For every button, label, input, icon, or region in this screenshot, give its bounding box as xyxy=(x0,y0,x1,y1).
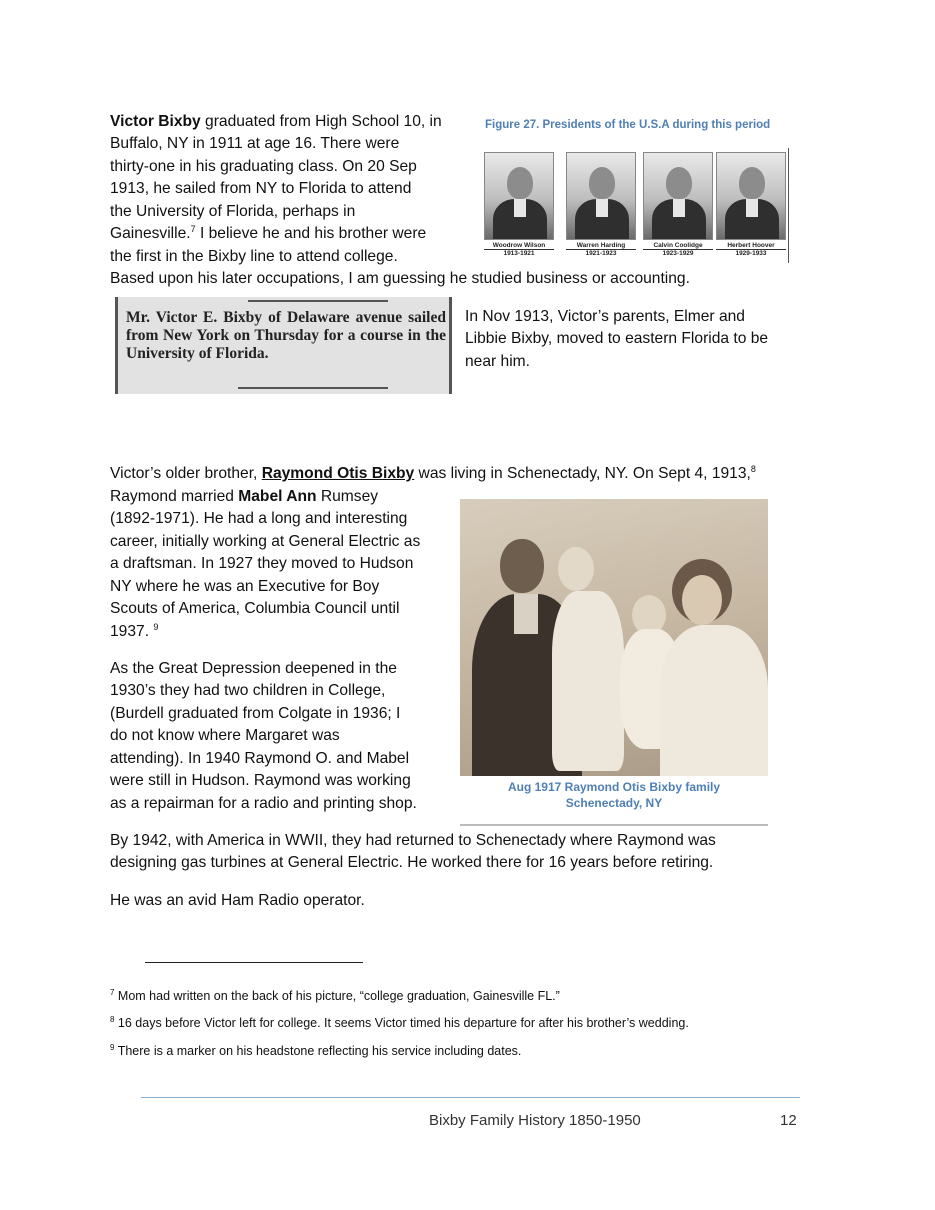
para1-line5: the University of Florida, perhaps in xyxy=(110,203,356,220)
para1-line8: Based upon his later occupations, I am guessing he studied business or accounting. xyxy=(110,270,690,287)
person-name-victor: Victor Bixby xyxy=(110,113,201,130)
president-portrait xyxy=(566,152,636,240)
clipping-text: Mr. Victor E. Bixby of Delaware avenue sailed from New York on Thursday for a course in the University of Florida. xyxy=(126,309,446,362)
footnote-separator xyxy=(145,962,363,963)
president-years: 1921-1923 xyxy=(566,249,636,257)
footnote-number: 7 xyxy=(110,988,115,997)
footnote-ref-8[interactable]: 8 xyxy=(750,464,756,474)
para5-line1: By 1942, with America in WWII, they had returned to Schenectady where Raymond was xyxy=(110,832,716,849)
para1-line7: the first in the Bixby line to attend college. xyxy=(110,248,398,265)
para3-line3: (1892-1971). He had a long and interesting xyxy=(110,510,408,527)
para3-line1 xyxy=(110,463,756,485)
footnote-ref-7[interactable]: 7 xyxy=(190,224,196,234)
president-card xyxy=(484,152,554,262)
text: 1937. xyxy=(110,623,154,640)
president-years: 1929-1933 xyxy=(716,249,786,257)
para2-line1: In Nov 1913, Victor’s parents, Elmer and xyxy=(465,308,745,325)
figure-border xyxy=(788,148,789,263)
divider xyxy=(248,300,388,302)
divider xyxy=(238,387,388,389)
text: was living in Schenectady, NY. On Sept 4, 1913, xyxy=(414,465,751,482)
president-name: Herbert Hoover xyxy=(727,242,775,249)
person-link-raymond[interactable]: Raymond Otis Bixby xyxy=(261,465,415,482)
footnote-number: 8 xyxy=(110,1015,115,1024)
president-name: Woodrow Wilson xyxy=(492,242,546,249)
child-head xyxy=(558,547,594,591)
president-years: 1913-1921 xyxy=(484,249,554,257)
text: Raymond married xyxy=(110,488,239,505)
para4-line4: do not know where Margaret was xyxy=(110,727,340,744)
para1-line3: thirty-one in his graduating class. On 20 Sep xyxy=(110,158,417,175)
photo-caption-line2: Schenectady, NY xyxy=(565,796,663,810)
footnote-9 xyxy=(110,1043,521,1059)
president-years: 1923-1929 xyxy=(643,249,713,257)
para2-line3: near him. xyxy=(465,353,531,370)
para4-line6: were still in Hudson. Raymond was working xyxy=(110,772,411,789)
text: Rumsey xyxy=(316,488,379,505)
para1-line2: Buffalo, NY in 1911 at age 16. There were xyxy=(110,135,400,152)
president-name: Calvin Coolidge xyxy=(653,242,703,249)
president-portrait xyxy=(716,152,786,240)
para3-line7: Scouts of America, Columbia Council until xyxy=(110,600,400,617)
para4-line5: attending). In 1940 Raymond O. and Mabel xyxy=(110,750,410,767)
page-number: 12 xyxy=(780,1112,797,1129)
para3-line2 xyxy=(110,486,378,508)
footnote-number: 9 xyxy=(110,1043,115,1052)
para1-line1 xyxy=(110,111,442,133)
text: I believe he and his brother were xyxy=(195,225,427,242)
para5-line2: designing gas turbines at General Electric. He worked there for 16 years before retiring. xyxy=(110,854,714,871)
photo-caption-line1: Aug 1917 Raymond Otis Bixby family xyxy=(507,780,721,794)
figure27-caption: Figure 27. Presidents of the U.S.A during this period xyxy=(485,119,771,131)
footnote-text: Mom had written on the back of his picture, “college graduation, Gainesville FL.” xyxy=(114,989,560,1003)
para4-line3: (Burdell graduated from Colgate in 1936; I xyxy=(110,705,401,722)
para3-line8 xyxy=(110,621,158,643)
father-head xyxy=(500,539,544,593)
para3-line4: career, initially working at General Electric as xyxy=(110,533,421,550)
footnote-8 xyxy=(110,1015,689,1031)
president-card xyxy=(643,152,713,262)
para1-line4: 1913, he sailed from NY to Florida to attend xyxy=(110,180,412,197)
para4-line7: as a repairman for a radio and printing shop. xyxy=(110,795,417,812)
para4-line1: As the Great Depression deepened in the xyxy=(110,660,397,677)
para3-line6: NY where he was an Executive for Boy xyxy=(110,578,380,595)
text: Gainesville. xyxy=(110,225,191,242)
para3-line5: a draftsman. In 1927 they moved to Hudson xyxy=(110,555,414,572)
child-dress xyxy=(552,591,624,771)
para4-line2: 1930’s they had two children in College, xyxy=(110,682,386,699)
president-name: Warren Harding xyxy=(576,242,626,249)
president-card xyxy=(566,152,636,262)
footer-title: Bixby Family History 1850-1950 xyxy=(429,1112,641,1129)
mother-dress xyxy=(660,625,768,776)
para2-line2: Libbie Bixby, moved to eastern Florida to be xyxy=(465,330,769,347)
footnote-text: 16 days before Victor left for college. It seems Victor timed his departure for after his brother’s wedding. xyxy=(114,1016,689,1030)
text: graduated from High School 10, in xyxy=(200,113,442,130)
president-portrait xyxy=(484,152,554,240)
footnote-ref-9[interactable]: 9 xyxy=(153,622,159,632)
footnote-7 xyxy=(110,988,560,1004)
person-name-mabel: Mabel Ann xyxy=(238,488,317,505)
footnote-text: There is a marker on his headstone reflecting his service including dates. xyxy=(114,1044,522,1058)
president-portrait xyxy=(643,152,713,240)
newspaper-clipping xyxy=(115,297,452,394)
para1-line6 xyxy=(110,223,426,245)
mother-face xyxy=(682,575,722,625)
president-card xyxy=(716,152,786,262)
footer-rule xyxy=(141,1097,800,1098)
para6: He was an avid Ham Radio operator. xyxy=(110,892,365,909)
father-shirt xyxy=(514,594,538,634)
family-photo xyxy=(460,499,768,776)
text: Victor’s older brother, xyxy=(110,465,262,482)
